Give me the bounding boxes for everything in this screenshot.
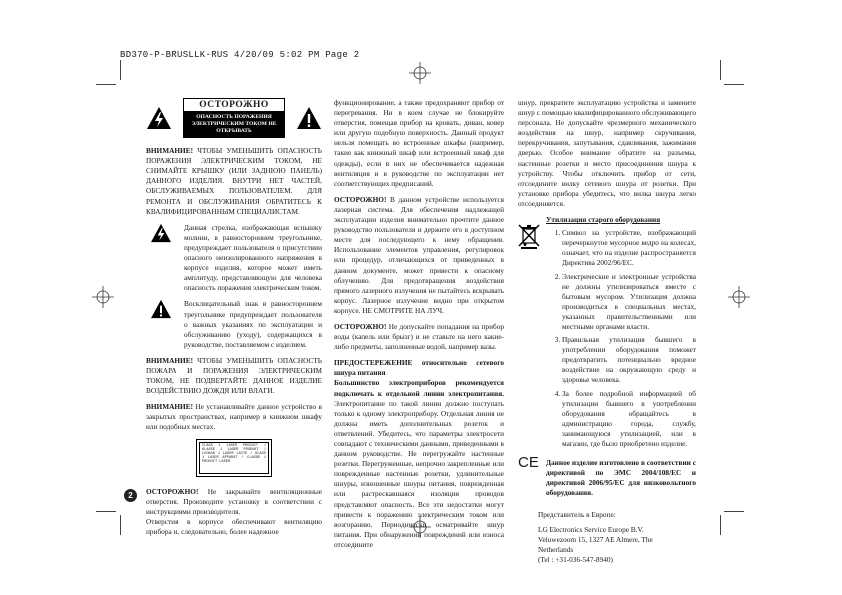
rep-line: Netherlands: [538, 544, 574, 554]
column-right: [518, 98, 696, 565]
crop-mark: [96, 511, 116, 512]
crop-mark: [720, 515, 721, 535]
ventilation-paragraph: Отверстия в корпусе обеспечивают вентиляцию прибора и, следовательно, более надежное: [146, 516, 322, 536]
power-cord-bold: Большинство электроприборов рекомендуется подключать к отдельной линии электропитания.: [334, 378, 504, 398]
column-left: [146, 98, 322, 543]
warning-paragraph: [146, 146, 322, 217]
caution-text: Не закрывайте вентиляционные отверстия. Производите установку в соответствии с инструкциями производителя.: [146, 486, 322, 516]
registration-mark-icon: [728, 286, 750, 308]
rep-line: Представитель в Европе:: [538, 510, 616, 520]
caution-subtitle: ОПАСНОСТЬ ПОРАЖЕНИЯ ЭЛЕКТРИЧЕСКИМ ТОКОМ НЕ ОТКРЫВАТЬ: [184, 112, 284, 137]
ce-section: [518, 454, 696, 498]
eu-representative: [518, 510, 696, 564]
laser-class-label: [196, 439, 272, 477]
disposal-section: [518, 215, 696, 452]
exclamation-warning-icon: [296, 106, 322, 130]
caution-lead: ОСТОРОЖНО!: [334, 321, 387, 331]
caution-text: В данном устройстве используется лазерная система. Для обеспечения надлежащей эксплуатации изделия внимательно прочтите данное руководство пользователя и держите его в доступном месте для последующего к нему обращения. Использование элементов управления, регулировок или процедур, отличающихся от приведенных в данном документе, может привести к опасному облучению. Для предотвращения воздействия прямого лазерного излучения не пытайтесь вскрывать корпус. Лазерное излучение видно при открытом корпусе. НЕ СМОТРИТЕ НА ЛУЧ.: [334, 194, 504, 315]
registration-mark-icon: [409, 62, 431, 84]
caution-lead: ОСТОРОЖНО!: [334, 194, 387, 204]
print-slug-header: BD370-P-BRUSLLK-RUS 4/20/09 5:02 PM Page 2: [120, 50, 360, 60]
laser-caution-paragraph: [334, 195, 504, 316]
caution-paragraph: [146, 487, 322, 517]
list-item: 4. За более подробной информацией об утилизации бывшего в употреблении оборудования обращайтесь в администрацию города, службу, занимающуюся утилизацией, или в магазин, где было приобретено изделие.: [562, 389, 696, 450]
power-cord-text: Электропитание по такой линии должно поступать только к одному электроприбору. Отдельная линия не должна иметь дополнительных розеток и ответвлений. Убедитесь, что параметры электросети совпадают с техническими данными, приведенными в данном руководстве. Не перегружайте настенные розетки. Перегруженные, непрочно закрепленные или поврежденные настенные розетки, удлинительные шнуры, изношенные шнуры питания, поврежденная или растрескавшаяся изоляция проводов представляют опасность. Все эти недостатки могут привести к поражению электрическим током или возгоранию. Периодически осматривайте шнур питания. При обнаружении повреждений или износа отсоедините: [334, 398, 504, 549]
laser-class-label-text: CLASS 1 LASER PRODUCT / KLASSE 1 LASER PRODUKT / LUOKAN 1 LASER LAITE / KLASS 1 LASER APPARAT / CLASSE 1 PRODUIT LASER: [199, 442, 269, 474]
crop-mark: [724, 84, 744, 85]
caution-lead: ОСТОРОЖНО!: [146, 486, 199, 496]
power-cord-heading: ПРЕДОСТЕРЕЖЕНИЕ относительно сетевого шнура питания: [334, 358, 504, 378]
power-cord-paragraph: [334, 358, 504, 550]
lightning-explanation: [146, 223, 322, 294]
list-item: 3. Правильная утилизация бывшего в употреблении оборудования поможет предотвратить потенциально вредное воздействие на окружающую среду и здоровье человека.: [562, 335, 696, 385]
caution-text: Не допускайте попадания на прибор воды (капель или брызг) и не ставьте на него какие-либо предметы, заполненные водой, например вазы.: [334, 321, 504, 352]
warning-paragraph: [146, 356, 322, 396]
list-item: 1. Символ на устройстве, изображающий перечеркнутое мусорное ведро на колесах, означает, что на изделие распространяется Директива 2002/96/EC.: [562, 228, 696, 268]
disposal-content: [546, 215, 696, 452]
column-middle: [334, 98, 504, 556]
crop-mark: [120, 60, 121, 80]
list-item: 2. Электрические и электронные устройства не должны утилизироваться вместе с бытовым мусором. Утилизация должна производиться в специальных местах, указанных правительственными или местными органами власти.: [562, 272, 696, 333]
warning-text: Не устанавливайте данное устройство в закрытых пространствах, например в книжном шкафу или подобных местах.: [146, 402, 322, 432]
power-cord-continued: шнур, прекратите эксплуатацию устройства и замените шнур с помощью квалифицированного обслуживающего персонала. Не допускайте чрезмерного механического воздействия на шнур, например скручивания, перекручивания, запутывания, сдавливания, зажимания дверью. Особое внимание обратите на разъемы, настенные розетки и место присоединения шнура к устройству. Чтобы отключить прибор от сети, отсоедините вилку сетевого шнура от розетки. При установке прибора убедитесь, что вилка шнура легко отсоединяется.: [518, 98, 696, 208]
ventilation-continued: функционирование, а также предохраняют прибор от перегревания. Ни в коем случае не блокируйте отверстия, помещая прибор на кровать, диван, ковер или другую подобную поверхность. Данный продукт нельзя помещать во встроенные шкафы (например, такие как книжный шкаф или встроенный шкаф для одежды), если в них не обеспечивается надежная вентиляция и в руководстве по эксплуатации нет соответствующих предписаний.: [334, 98, 504, 188]
caution-title: ОСТОРОЖНО: [184, 99, 284, 112]
crop-mark: [724, 511, 744, 512]
crossed-bin-icon: [518, 223, 540, 249]
rep-line: LG Electronics Service Europe B.V.: [538, 524, 644, 534]
exclamation-explanation: [146, 299, 322, 349]
warning-lead: ВНИМАНИЕ!: [146, 355, 194, 365]
rep-line: Veluwezoom 15, 1327 AE Almere, The: [538, 534, 653, 544]
ce-text: Данное изделие изготовлено в соответствии с директивой по ЭМС 2004/108/EC и директивой 2006/95/EC для низковольтного оборудования.: [546, 458, 696, 498]
caution-header: [146, 98, 322, 138]
warning-lead: ВНИМАНИЕ!: [146, 402, 194, 412]
crop-mark: [720, 60, 721, 80]
exclamation-warning-icon: [146, 299, 176, 319]
page-number-badge: 2: [124, 489, 137, 502]
ce-mark: CE: [518, 454, 539, 472]
lightning-warning-icon: [146, 106, 172, 130]
warning-text: ЧТОБЫ УМЕНЬШИТЬ ОПАСНОСТЬ ПОЖАРА И ПОРАЖЕНИЯ ЭЛЕКТРИЧЕСКИМ ТОКОМ, НЕ ПОДВЕРГАЙТЕ ДАННОЕ ИЗДЕЛИЕ ВОЗДЕЙСТВИЮ ДОЖДЯ ИЛИ ВЛАГИ.: [146, 355, 322, 396]
lightning-warning-icon: [146, 223, 176, 243]
warning-lead: ВНИМАНИЕ!: [146, 146, 194, 156]
disposal-title: Утилизация старого оборудования: [546, 215, 661, 225]
exclamation-explanation-text: Восклицательный знак в равностороннем треугольнике предупреждает пользователя о важных указаниях по эксплуатации и обслуживанию (уходу), содержащихся в руководстве, поставляемом с изделием.: [184, 299, 322, 349]
caution-box: [183, 98, 285, 138]
warning-paragraph: [146, 402, 322, 432]
registration-mark-icon: [92, 286, 114, 308]
rep-line: (Tel : +31-036-547-8940): [538, 554, 613, 564]
water-caution-paragraph: [334, 322, 504, 352]
crop-mark: [96, 84, 116, 85]
lightning-explanation-text: Данная стрелка, изображающая вспышку молнии, в равностороннем треугольнике, предупреждает пользователя о присутствии опасного неизолированного напряжения в корпусе изделия, которое может иметь амплитуду, представляющую для человека опасность поражения электрическим током.: [184, 222, 322, 293]
disposal-list: [546, 228, 696, 449]
crop-mark: [120, 515, 121, 535]
warning-text: ЧТОБЫ УМЕНЬШИТЬ ОПАСНОСТЬ ПОРАЖЕНИЯ ЭЛЕКТРИЧЕСКИМ ТОКОМ, НЕ СНИМАЙТЕ КРЫШКУ (ИЛИ ЗАДНЮЮ ПАНЕЛЬ) ДАННОГО ИЗДЕЛИЯ. ВНУТРИ НЕТ ЧАСТЕЙ, ОБСЛУЖИВАЕМЫХ ПОЛЬЗОВАТЕЛЕМ. ДЛЯ РЕМОНТА И ОБСЛУЖИВАНИЯ ОБРАТИТЕСЬ К КВАЛИФИЦИРОВАННЫМ СПЕЦИАЛИСТАМ.: [146, 146, 322, 216]
